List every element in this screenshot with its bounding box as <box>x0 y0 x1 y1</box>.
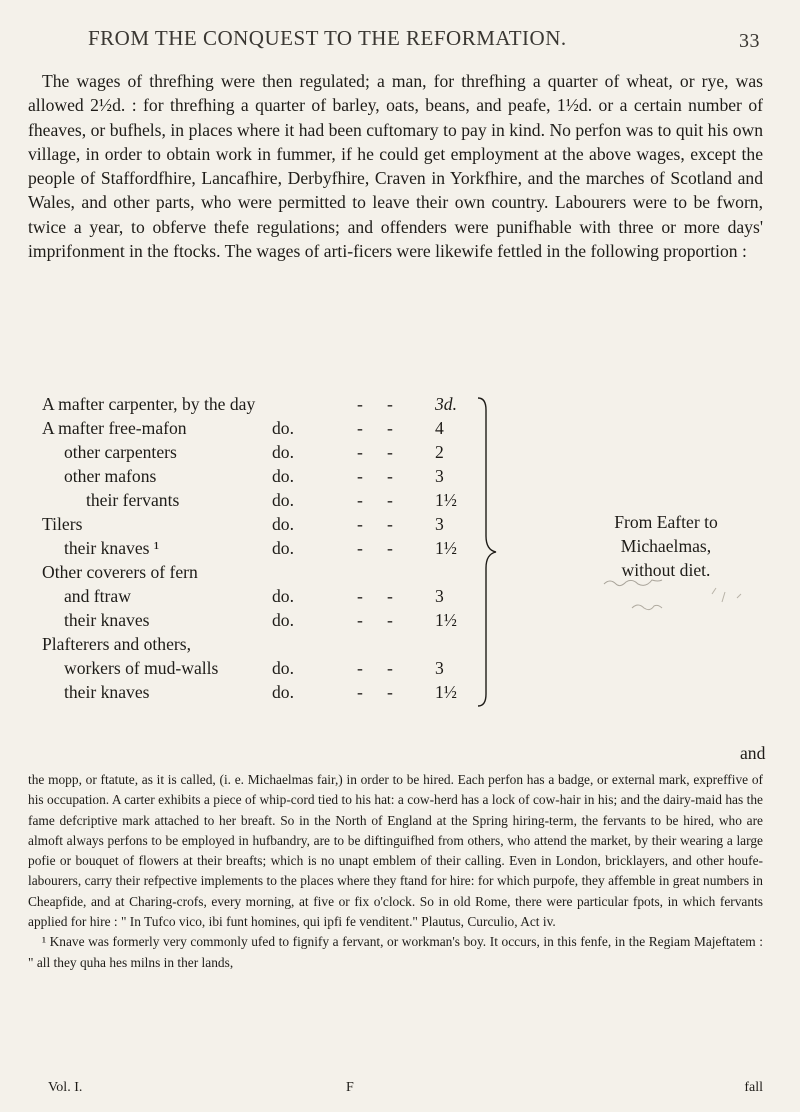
leader-dash: - <box>357 442 363 462</box>
wage-row-ditto: do. <box>272 442 294 462</box>
wage-row-ditto: do. <box>272 658 294 678</box>
wage-period-note <box>566 510 766 582</box>
wage-row-amount: 3d. <box>435 394 457 414</box>
wage-row <box>42 394 492 418</box>
note-line: without diet. <box>621 560 711 580</box>
leader-dash: - <box>387 442 393 462</box>
wage-row-amount: 1½ <box>435 682 457 702</box>
wage-row-amount: 1½ <box>435 538 457 558</box>
wage-row <box>42 658 492 682</box>
wage-row <box>42 466 492 490</box>
note-line: From Eafter to <box>614 512 718 532</box>
wage-row-label: Plafterers and others, <box>42 634 192 654</box>
leader-dash: - <box>357 394 363 414</box>
wage-row-label: A mafter carpenter, by the day <box>42 394 256 414</box>
leader-dash: - <box>357 658 363 678</box>
wage-row-amount: 1½ <box>435 610 457 630</box>
wage-row-amount: 3 <box>435 658 444 678</box>
wage-row-label: and ftraw <box>64 586 131 606</box>
wage-row <box>42 586 492 610</box>
wage-row-label: A mafter free-mafon <box>42 418 187 438</box>
leader-dash: - <box>387 586 393 606</box>
curly-brace-icon <box>474 396 514 708</box>
leader-dash: - <box>387 514 393 534</box>
leader-dash: - <box>357 514 363 534</box>
leader-dash: - <box>387 490 393 510</box>
wage-row-ditto: do. <box>272 610 294 630</box>
volume-mark: Vol. I. <box>48 1080 83 1095</box>
wage-row <box>42 514 492 538</box>
leader-dash: - <box>387 418 393 438</box>
leader-dash: - <box>387 538 393 558</box>
footnotes <box>28 770 763 973</box>
wage-row <box>42 634 492 658</box>
wage-row-amount: 3 <box>435 466 444 486</box>
leader-dash: - <box>357 490 363 510</box>
wage-row <box>42 490 492 514</box>
leader-dash: - <box>357 466 363 486</box>
wage-row <box>42 610 492 634</box>
wage-row-amount: 3 <box>435 514 444 534</box>
wage-row-ditto: do. <box>272 682 294 702</box>
leader-dash: - <box>357 610 363 630</box>
wage-row-ditto: do. <box>272 418 294 438</box>
leader-dash: - <box>387 394 393 414</box>
wage-row-label: workers of mud-walls <box>64 658 219 678</box>
wage-row-label: their knaves <box>64 610 150 630</box>
main-paragraph <box>28 69 763 263</box>
wage-row-label: Tilers <box>42 514 83 534</box>
note-line: Michaelmas, <box>620 536 712 556</box>
wage-row-ditto: do. <box>272 490 294 510</box>
wage-row-ditto: do. <box>272 514 294 534</box>
wage-row-amount: 1½ <box>435 490 457 510</box>
leader-dash: - <box>357 586 363 606</box>
wage-row-label: their knaves ¹ <box>64 538 160 558</box>
wage-row <box>42 418 492 442</box>
leader-dash: - <box>357 682 363 702</box>
leader-dash: - <box>357 418 363 438</box>
catchword: and <box>740 743 766 763</box>
wage-row-label: Other coverers of fern <box>42 562 198 582</box>
footnote-continued: the mopp, or ftatute, as it is called, (i. e. Michaelmas fair,) in order to be hired. Each perfon has a badge, or external mark, expreffive of his occupation. A carter exhibits a piece of whip-cord tied to his hat: a cow-herd has a lock of cow-hair in his; and the dairy-maid has the fame defcriptive mark attached to her breaft. So in the North of England at the Spring hiring-term, the fervants to be hired, who are almoft always perfons to be employed in hufbandry, are to be diftinguifhed from others, who attend the market, by their wearing a large pofie or bouquet of flowers at their breafts; which is no unapt emblem of their calling. Even in London, bricklayers, and other houfe-labourers, carry their refpective implements to the places where they ftand for hire: for which purpofe, they affemble in great numbers in Cheapfide, and at Charing-crofs, every morning, at five or fix o'clock. So in old Rome, there were particular fpots, in which fervants applied for hire : " In Tufco vico, ibi funt homines, qui ipfi fe venditent." Plautus, Curculio, Act iv. <box>28 772 763 930</box>
pencil-scribble-icon <box>562 576 762 616</box>
page-footer <box>28 1080 763 1102</box>
leader-dash: - <box>387 658 393 678</box>
leader-dash: - <box>357 538 363 558</box>
running-title: FROM THE CONQUEST TO THE REFORMATION. <box>88 26 567 50</box>
paragraph-text: The wages of threfhing were then regulated; a man, for threfhing a quarter of wheat, or rye, was allowed 2½d. : for threfhing a quarter of barley, oats, beans, and peafe, 1½d. or a certain number of fheaves, or bufhels, in places where it had been cuftomary to pay in kind. No perfon was to quit his own village, in order to obtain work in fummer, if he could get employment at the above wages, except the people of Staffordfhire, Lancafhire, Derbyfhire, Craven in Yorkfhire, and the marches of Scotland and Wales, and other parts, who were permitted to leave their own country. Labourers were to be fworn, twice a year, to obferve thefe regulations; and offenders were punifhable with three or more days' imprifonment in the ftocks. The wages of arti-ficers were likewife fettled in the following proportion : <box>28 71 763 262</box>
wage-row <box>42 562 492 586</box>
wage-row-ditto: do. <box>272 466 294 486</box>
wage-row-amount: 2 <box>435 442 444 462</box>
footer-catchword: fall <box>744 1080 763 1095</box>
running-header <box>88 20 760 54</box>
wage-row-amount: 3 <box>435 586 444 606</box>
signature-mark: F <box>346 1080 354 1095</box>
wage-row <box>42 442 492 466</box>
leader-dash: - <box>387 610 393 630</box>
leader-dash: - <box>387 466 393 486</box>
wage-row <box>42 538 492 562</box>
footnote-1: ¹ Knave was formerly very commonly ufed to fignify a fervant, or workman's boy. It occurs, in this fenfe, in the Regiam Majeftatem : " all they quha hes milns in ther lands, <box>28 934 763 970</box>
wage-row-ditto: do. <box>272 586 294 606</box>
wage-row-label: other mafons <box>64 466 157 486</box>
page-number: 33 <box>739 30 760 52</box>
wage-row-label: other carpenters <box>64 442 177 462</box>
wage-row <box>42 682 492 706</box>
wage-row-label: their fervants <box>86 490 180 510</box>
leader-dash: - <box>387 682 393 702</box>
wage-row-ditto: do. <box>272 538 294 558</box>
wage-table <box>42 394 762 714</box>
wage-row-amount: 4 <box>435 418 444 438</box>
wage-row-label: their knaves <box>64 682 150 702</box>
